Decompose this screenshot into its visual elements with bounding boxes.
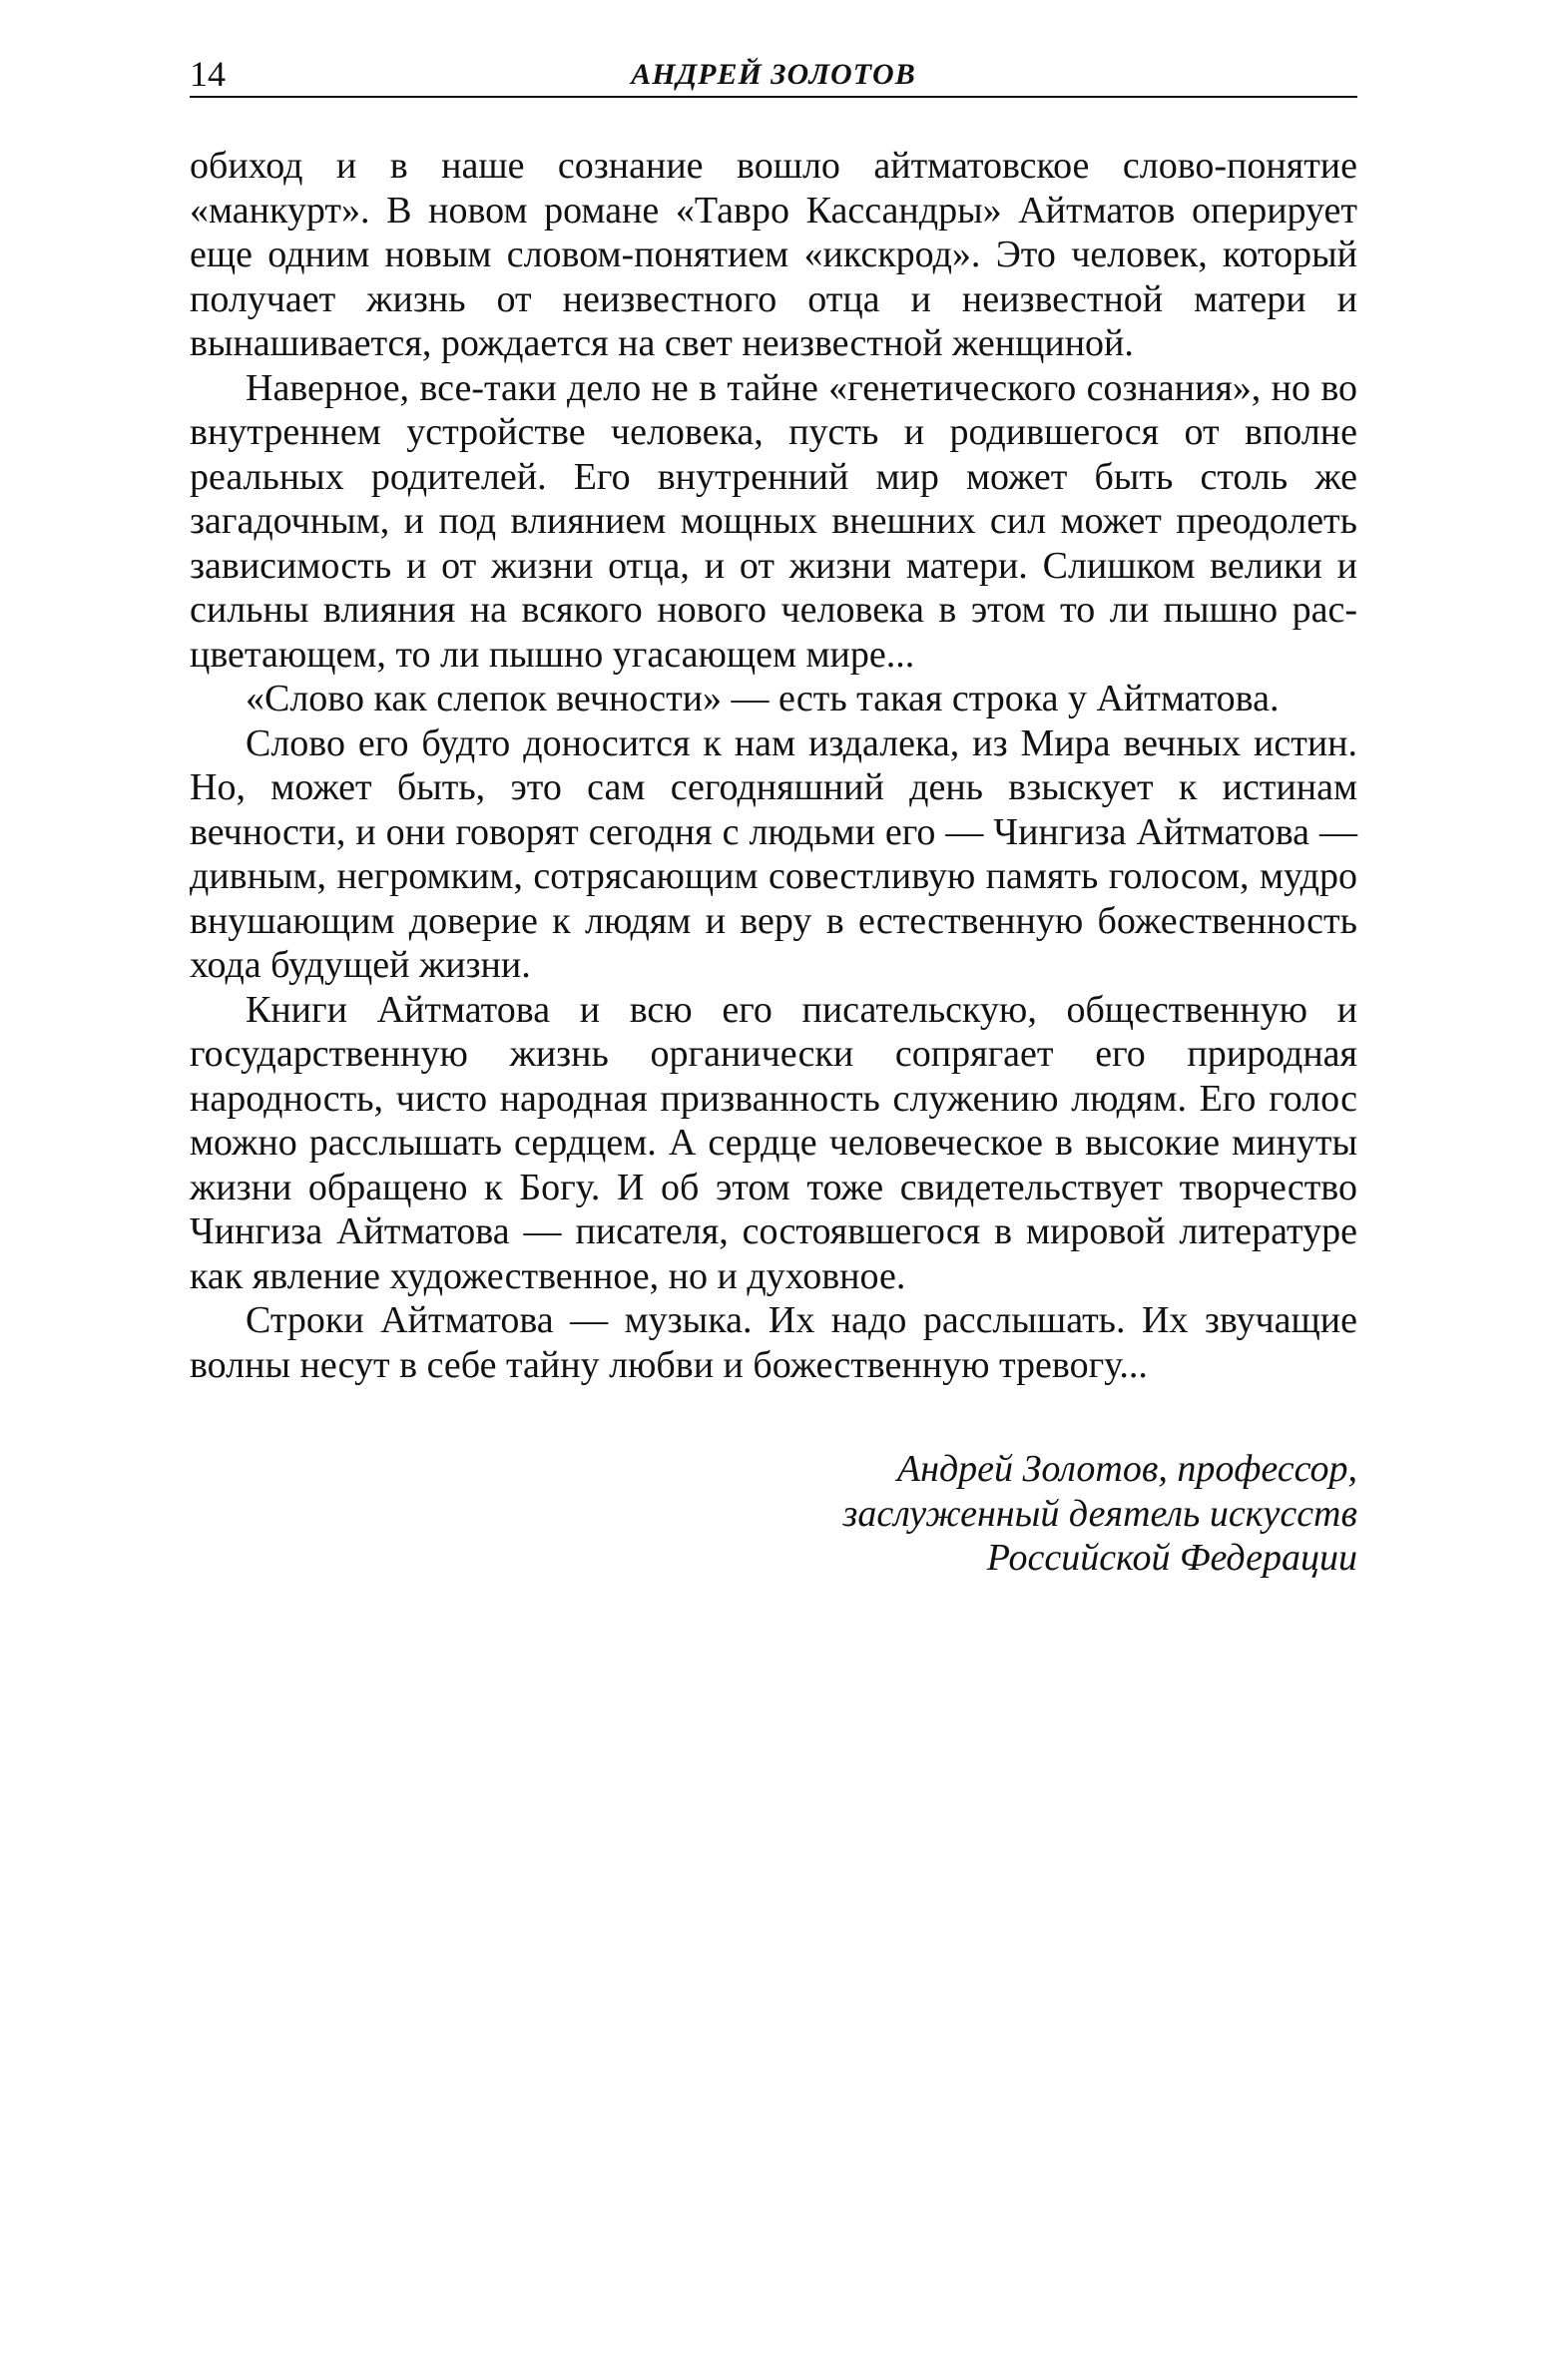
- running-title: АНДРЕЙ ЗОЛОТОВ: [631, 58, 916, 91]
- body-text: [190, 144, 1357, 1387]
- paragraph-3: «Слово как слепок вечности» — есть такая строка у Айтматова.: [246, 678, 1280, 719]
- paragraph-5: Книги Айтматова и всю его писательскую, общественную и государственную жизнь органически сопрягает его природная народность, чисто народная призванность служению людям. Его голос можно расслышать сердцем. А сердце человеческое в высокие минуты жизни обращено к Богу. И об этом тоже свидетельствует творчество Чингиза Айтматова — писателя, состоявшегося в мировой литературе как явление художественное, но и духовное.: [190, 988, 1357, 1297]
- paragraph-6: Строки Айтматова — музыка. Их надо расслышать. Их звучащие волны несут в себе тайну любви и божественную тревогу...: [190, 1299, 1357, 1386]
- signature-line-1: Андрей Золотов, профессор,: [896, 1448, 1357, 1490]
- signature-line-3: Российской Федерации: [986, 1537, 1357, 1579]
- signature-line-2: заслуженный деятель искусств: [842, 1492, 1357, 1535]
- running-header: [190, 50, 1357, 98]
- page-number: 14: [190, 54, 226, 94]
- paragraph-4: Слово его будто доносится к нам издалека, из Мира вечных истин. Но, может быть, это сам сегодняшний день взыскует к истинам вечности, и они говорят сегодня с людьми его — Чингиза Айтматова — дивным, негромким, сотрясающим совестливую память голосом, мудро внушающим доверие к людям и веру в естественную божественность хода будущей жизни.: [190, 721, 1357, 986]
- paragraph-1: обиход и в наше сознание вошло айтматовское слово-понятие «манкурт». В новом романе «Тавро Кассандры» Айтматов оперирует еще одним новым словом-понятием «икскрод». Это человек, который получает жизнь от неизвестного отца и неизвестной матери и вынашивается, рождается на свет неизвестной женщиной.: [190, 145, 1357, 364]
- book-page: [190, 50, 1357, 1581]
- paragraph-2: Наверное, все-таки дело не в тайне «генетического сознания», но во внутреннем устройстве человека, пусть и родившегося от вполне реальных родителей. Его внутренний мир может быть столь же загадочным, и под влиянием мощных внешних сил может преодолеть зависимость и от жизни отца, и от жизни матери. Слишком велики и сильны влияния на всякого нового человека в этом то ли пышно расцветающем, то ли пышно угасающем мире...: [190, 366, 1357, 676]
- author-signature: [190, 1447, 1357, 1581]
